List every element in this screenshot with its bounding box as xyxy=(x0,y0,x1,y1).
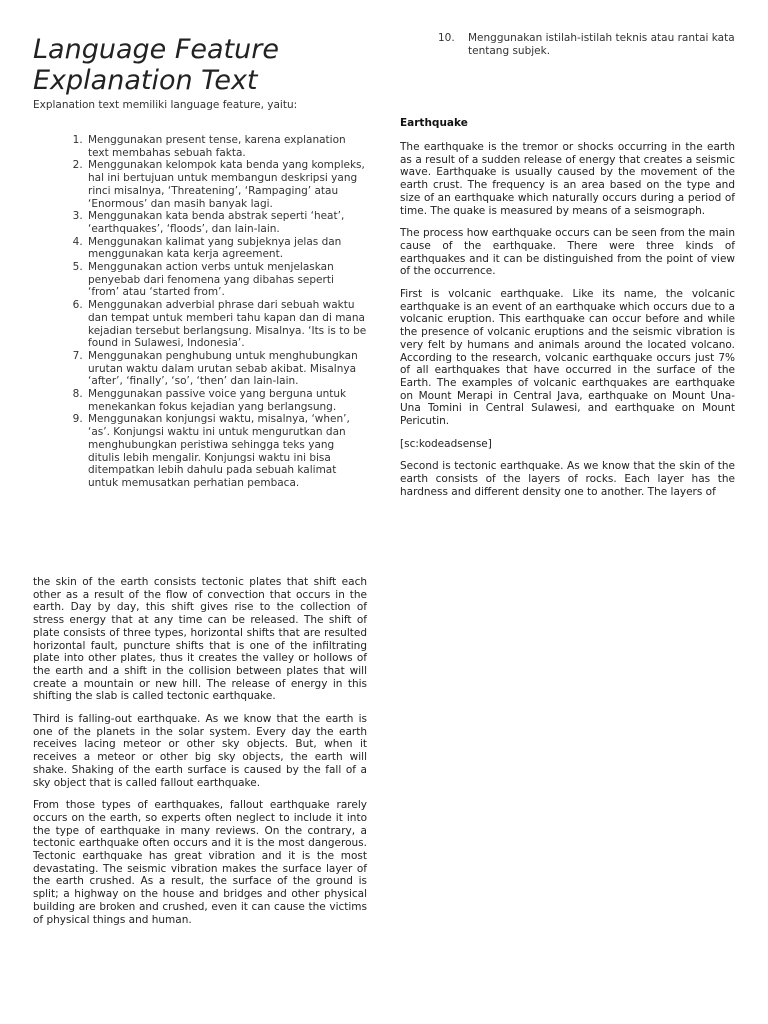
left-column xyxy=(33,34,368,490)
intro-text: Explanation text memiliki language feature, yaitu: xyxy=(33,99,298,111)
feature-item: 7. Menggunakan penghubung untuk menghubungkan urutan waktu dalam urutan sebab akibat. Misalnya ‘after’, ‘finally’, ‘so’, ‘then’ dan lain-lain. xyxy=(86,350,368,388)
article-paragraph: First is volcanic earthquake. Like its name, the volcanic earthquake is an event of an earthquake which occurs due to a volcanic eruption. This earthquake can occur before and while the presence of volcanic eruptions and the seismic vibration is very felt by humans and animals around the located volcano. According to the research, volcanic earthquake occurs just 7% of all earthquakes that have occurred in the surface of the Earth. The examples of volcanic earthquakes are earthquake on Mount Merapi in Central Java, earthquake on Mount Una-Una Tomini in Central Sulawesi, and earthquake on Mount Pericutin. xyxy=(400,288,735,428)
continuation-column xyxy=(33,576,367,936)
title-line-1: Language Feature xyxy=(33,34,279,65)
feature-item: 1. Menggunakan present tense, karena explanation text membahas sebuah fakta. xyxy=(86,134,368,159)
ad-shortcode: [sc:kodeadsense] xyxy=(400,437,492,450)
feature-item: 8. Menggunakan passive voice yang berguna untuk menekankan fokus kejadian yang berlangsung. xyxy=(86,388,368,413)
feature-item: 2. Menggunakan kelompok kata benda yang kompleks, hal ini bertujuan untuk membangun deskripsi yang rinci misalnya, ‘Threatening’, ‘Rampaging’ atau ‘Enormous’ dan masih banyak lagi. xyxy=(86,159,368,210)
feature-item: 3. Menggunakan kata benda abstrak seperti ‘heat’, ‘earthquakes’, ‘floods’, dan lain-lain. xyxy=(86,210,368,235)
right-column xyxy=(430,32,735,58)
article-paragraph: From those types of earthquakes, fallout earthquake rarely occurs on the earth, so experts often neglect to include it into the type of earthquake in many reviews. On the contrary, a tectonic earthquake often occurs and it is the most dangerous. Tectonic earthquake has great vibration and it is the most devastating. The seismic vibration makes the surface layer of the earth crushed. As a result, the surface of the ground is split; a highway on the house and bridges and other physical building are broken and crushed, even it can cause the victims of physical things and human. xyxy=(33,799,367,926)
article-heading: Earthquake xyxy=(400,117,468,129)
feature-item-10 xyxy=(430,32,735,58)
feature-item: 4. Menggunakan kalimat yang subjeknya jelas dan menggunakan kata kerja agreement. xyxy=(86,236,368,261)
article-paragraph: Third is falling-out earthquake. As we know that the earth is one of the planets in the solar system. Every day the earth receives lacing meteor or other sky objects. But, when it receives a meteor or other big sky objects, the earth will shake. Shaking of the earth surface is caused by the fall of a sky object that is called fallout earthquake. xyxy=(33,713,367,789)
article-column xyxy=(400,117,735,509)
title-line-2: Explanation Text xyxy=(33,65,258,96)
feature-item-10-text: Menggunakan istilah-istilah teknis atau rantai kata tentang subjek. xyxy=(468,32,735,57)
feature-list xyxy=(33,134,368,490)
feature-item-10-number: 10. xyxy=(438,32,455,44)
article-paragraph: The earthquake is the tremor or shocks occurring in the earth as a result of a sudden release of energy that creates a seismic wave. Earthquake is usually caused by the movement of the earth crust. The frequency is an area based on the type and size of an earthquake which naturally occurs during a period of time. The quake is measured by means of a seismograph. xyxy=(400,141,735,217)
article-paragraph: The process how earthquake occurs can be seen from the main cause of the earthquake. There were three kinds of earthquakes and it can be distinguished from the point of view of the occurrence. xyxy=(400,227,735,278)
page-title xyxy=(33,34,368,96)
article-paragraph: the skin of the earth consists tectonic plates that shift each other as a result of the flow of convection that occurs in the earth. Day by day, this shift gives rise to the collection of stress energy that at any time can be released. The shift of plate consists of three types, horizontal shifts that are resulted horizontal fault, puncture shifts that is one of the infiltrating plate into other plates, thus it creates the valley or hollows of the earth and a shift in the collision between plates that will create a mountain or new hill. The release of energy in this shifting the slab is called tectonic earthquake. xyxy=(33,576,367,703)
feature-item: 6. Menggunakan adverbial phrase dari sebuah waktu dan tempat untuk memberi tahu kapan dan di mana kejadian tersebut berlangsung. Misalnya. ‘Its is to be found in Sulawesi, Indonesia’. xyxy=(86,299,368,350)
article-paragraph: Second is tectonic earthquake. As we know that the skin of the earth consists of the layers of rocks. Each layer has the hardness and different density one to another. The layers of xyxy=(400,460,735,498)
feature-item: 5. Menggunakan action verbs untuk menjelaskan penyebab dari fenomena yang dibahas seperti ‘from’ atau ‘started from’. xyxy=(86,261,368,299)
feature-item: 9. Menggunakan konjungsi waktu, misalnya, ‘when’, ‘as’. Konjungsi waktu ini untuk mengurutkan dan menghubungkan peristiwa sehingga teks yang ditulis lebih mengalir. Konjungsi waktu ini bisa ditempatkan lebih dahulu pada sebuah kalimat untuk memusatkan perhatian pembaca. xyxy=(86,413,368,489)
